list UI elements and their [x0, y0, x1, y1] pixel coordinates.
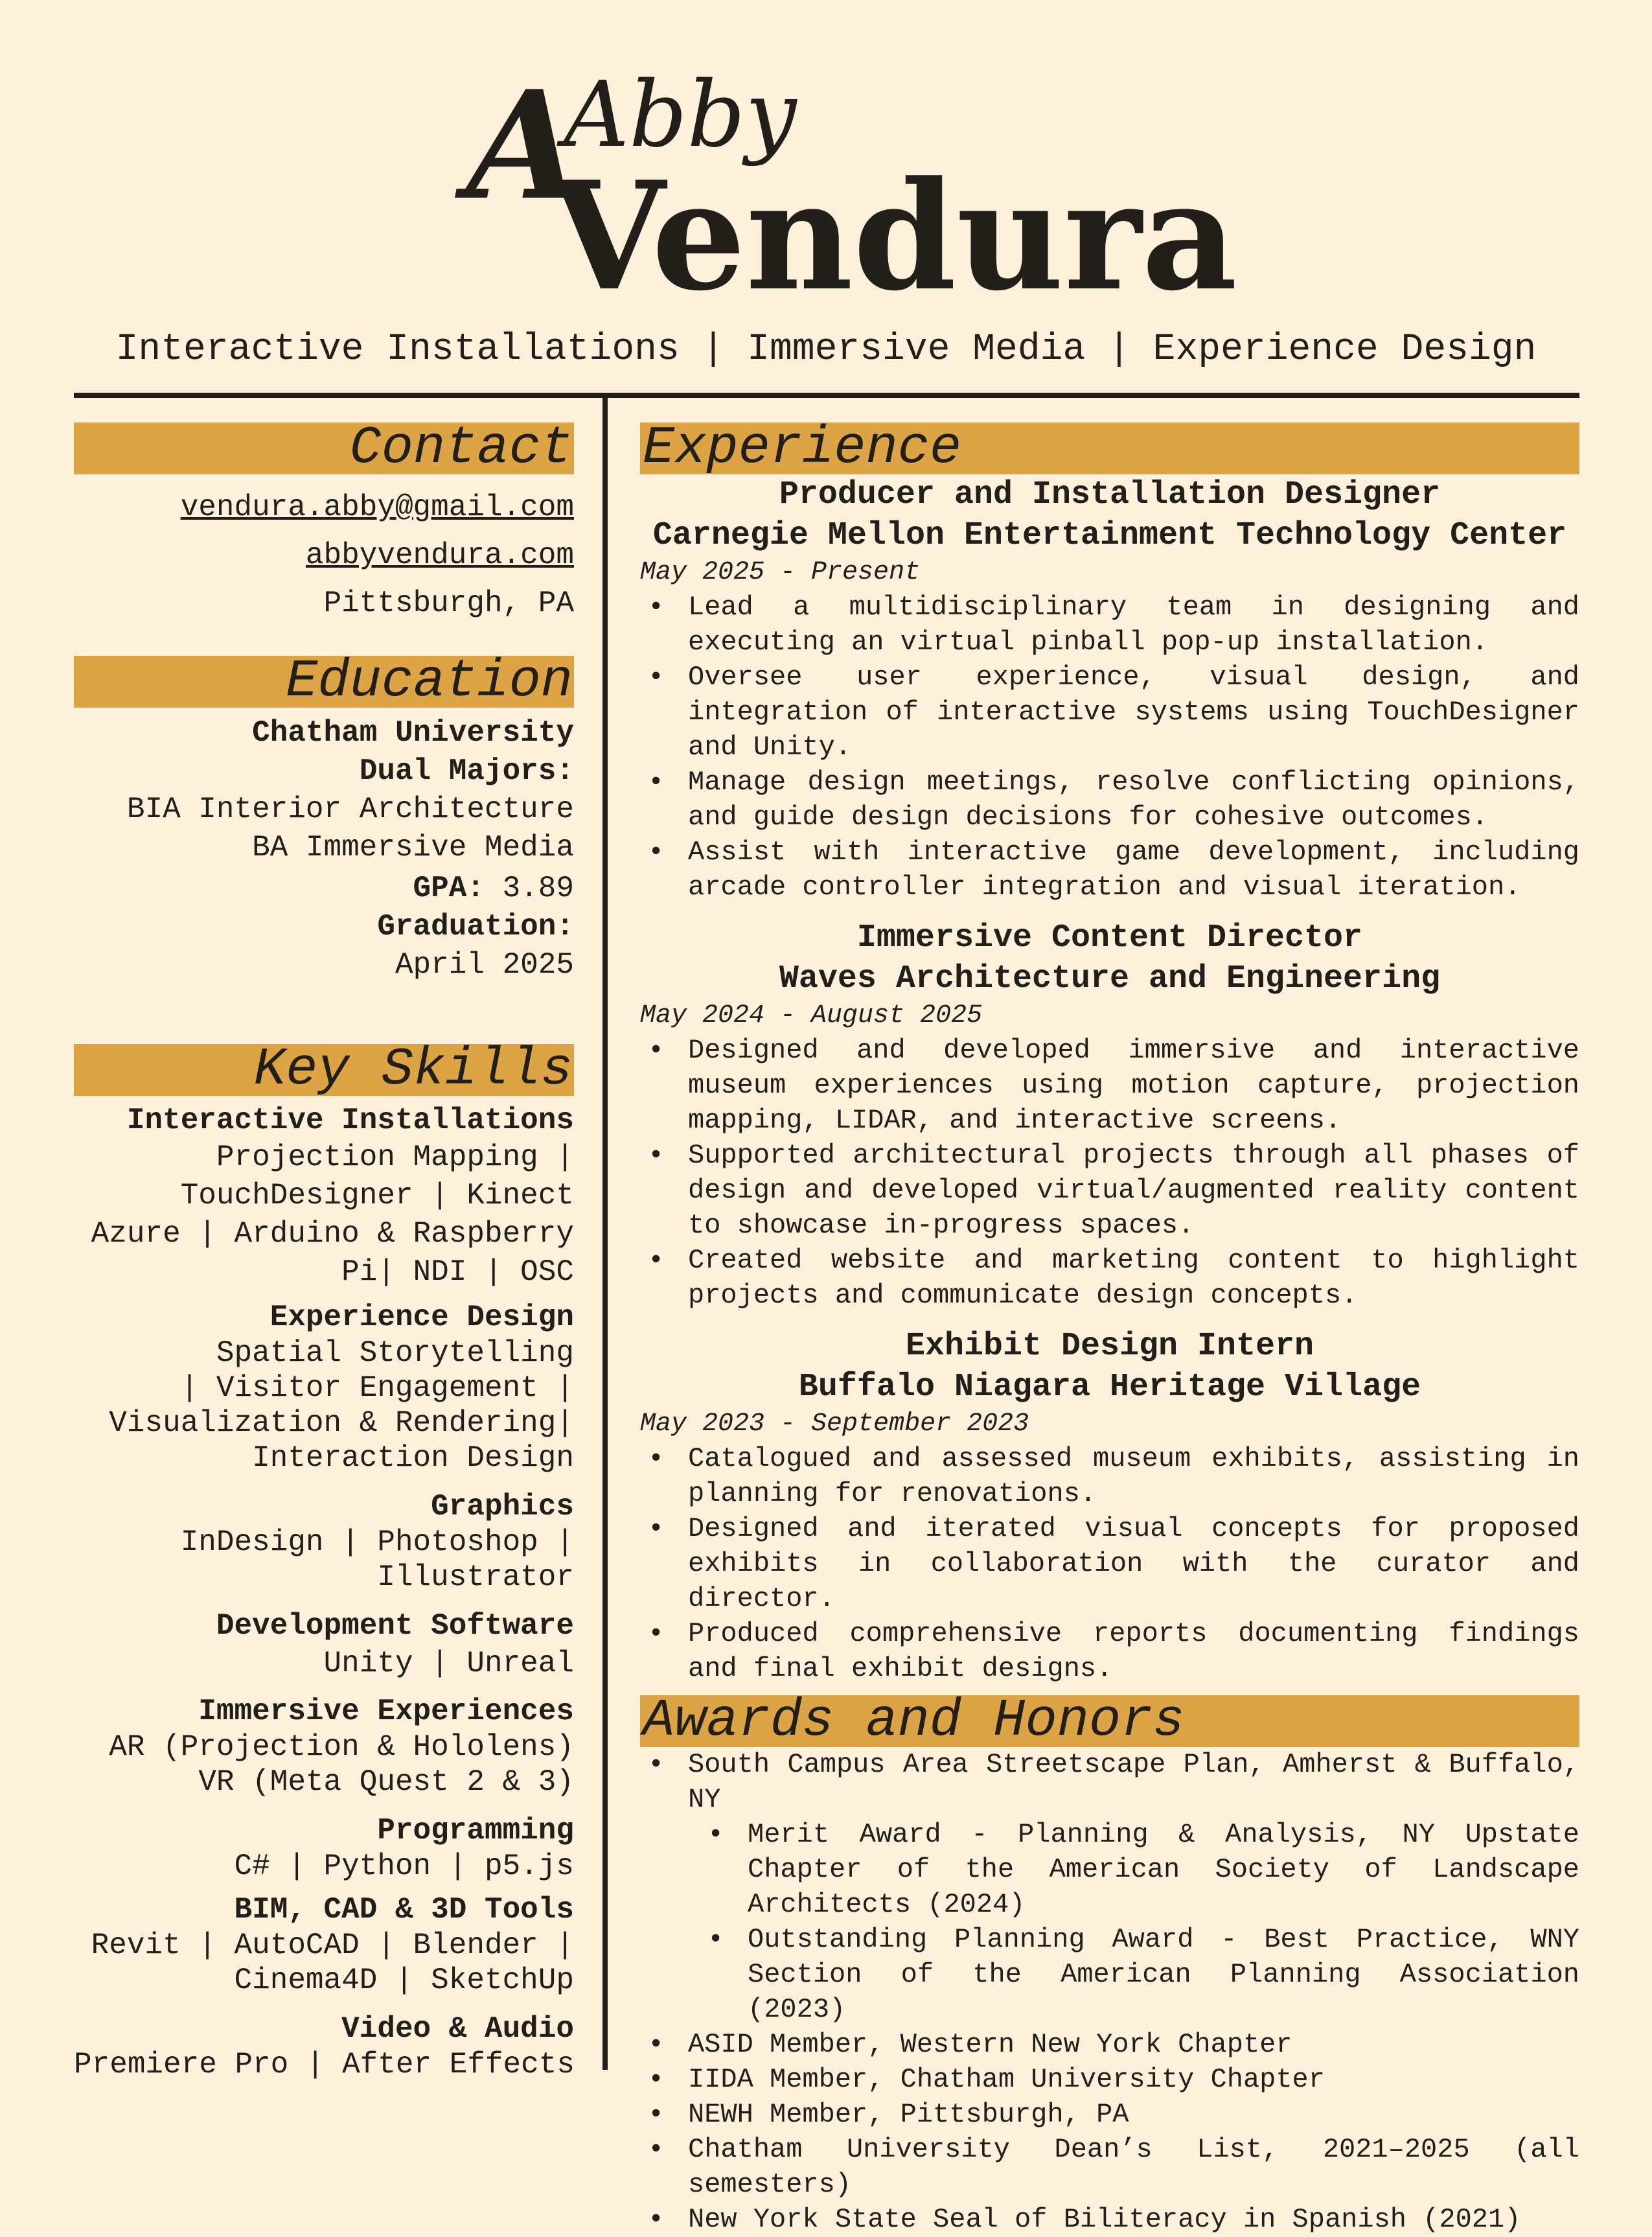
gpa-value: 3.89 [502, 872, 574, 905]
skills-heading: Key Skills [74, 1044, 574, 1096]
job-entry [640, 918, 1579, 1313]
job-dates: May 2025 - Present [640, 558, 921, 587]
awards-sublist [640, 1817, 1579, 2027]
job-title: Exhibit Design Intern [905, 1328, 1314, 1365]
skill-group-title: Immersive Experiences [198, 1695, 574, 1728]
bullet-item: • Produced comprehensive reports documenting findings and final exhibit designs. [640, 1616, 1579, 1686]
skill-group-title: Development Software [216, 1609, 574, 1643]
award-item: • IIDA Member, Chatham University Chapter [640, 2062, 1579, 2097]
skill-line: Interaction Design [252, 1441, 574, 1475]
skill-line: Projection Mapping | [216, 1141, 574, 1174]
job-organization: Buffalo Niagara Heritage Village [798, 1369, 1421, 1406]
right-column [640, 423, 1579, 2237]
majors-label: Dual Majors: [359, 754, 574, 788]
skill-line: VR (Meta Quest 2 & 3) [198, 1765, 574, 1799]
experience-heading: Experience [640, 423, 1579, 474]
name-logo [453, 65, 1263, 311]
skill-group [74, 1102, 574, 1292]
location: Pittsburgh, PA [323, 586, 574, 620]
job-title: Immersive Content Director [856, 920, 1363, 956]
skill-group [74, 1489, 574, 1595]
bullet-item: • Designed and iterated visual concepts for proposed exhibits in collaboration with the curator and director. [640, 1511, 1579, 1616]
bullet-item: • Supported architectural projects through all phases of design and developed virtual/augmented reality content to showcase in-progress spaces. [640, 1138, 1579, 1243]
education-section [74, 656, 574, 984]
name-logo-graphic [453, 65, 1263, 311]
skill-line: TouchDesigner | Kinect [180, 1179, 574, 1212]
skill-line: AR (Projection & Hololens) [109, 1730, 574, 1764]
skill-line: | Visitor Engagement | [180, 1371, 574, 1405]
contact-section [74, 423, 574, 627]
bullet-item: • Designed and developed immersive and interactive museum experiences using motion capture, projection mapping, LIDAR, and interactive screens. [640, 1033, 1579, 1138]
skill-group [74, 1813, 574, 1884]
job-bullets [640, 1033, 1579, 1313]
awards-list-continued [640, 2027, 1579, 2237]
column-divider [602, 398, 608, 2070]
bullet-item: • Assist with interactive game development, including arcade controller integration and visual iteration. [640, 835, 1579, 905]
job-bullets [640, 590, 1579, 905]
gpa-line [74, 870, 574, 908]
award-item: • Chatham University Dean’s List, 2021–2025 (all semesters) [640, 2132, 1579, 2202]
major-1: BIA Interior Architecture [126, 793, 574, 826]
website-link[interactable]: abbyvendura.com [305, 539, 574, 572]
bullet-item: • Lead a multidisciplinary team in designing and executing an virtual pinball pop-up installation. [640, 590, 1579, 660]
skill-line: Visualization & Rendering| [109, 1406, 574, 1440]
job-entry [640, 474, 1579, 905]
tagline: Interactive Installations | Immersive Media | Experience Design [115, 329, 1537, 371]
job-bullets [640, 1441, 1579, 1686]
gpa-label: GPA: [413, 872, 485, 905]
school-name: Chatham University [252, 716, 574, 750]
award-item: • South Campus Area Streetscape Plan, Amherst & Buffalo, NY [640, 1747, 1579, 1817]
name-initial-a: A [466, 65, 582, 233]
bullet-item: • Catalogued and assessed museum exhibits, assisting in planning for renovations. [640, 1441, 1579, 1511]
email-link[interactable]: vendura.abby@gmail.com [180, 491, 574, 524]
skill-group-title: Experience Design [270, 1301, 574, 1334]
education-heading: Education [74, 656, 574, 708]
bullet-item: • Manage design meetings, resolve conflicting opinions, and guide design decisions for cohesive outcomes. [640, 765, 1579, 835]
awards-section [640, 1695, 1579, 2237]
left-column [74, 423, 574, 2082]
skill-group [74, 1299, 574, 1476]
award-subitem: • Merit Award - Planning & Analysis, NY Upstate Chapter of the American Society of Landscape Architects (2024) [640, 1817, 1579, 1922]
skill-group-title: Programming [377, 1814, 574, 1848]
graduation-label: Graduation: [377, 910, 574, 944]
bullet-item: • Oversee user experience, visual design, and integration of interactive systems using TouchDesigner and Unity. [640, 660, 1579, 765]
skill-line: InDesign | Photoshop | [180, 1525, 574, 1559]
job-dates: May 2023 - September 2023 [640, 1409, 1029, 1439]
job-dates: May 2024 - August 2025 [640, 1001, 983, 1030]
skill-line: Spatial Storytelling [216, 1336, 574, 1370]
skill-group-title: Video & Audio [341, 2012, 574, 2046]
last-name: Vendura [549, 149, 1237, 311]
skill-line: Unity | Unreal [323, 1647, 574, 1680]
award-item: • ASID Member, Western New York Chapter [640, 2027, 1579, 2062]
skill-group-title: Interactive Installations [126, 1104, 574, 1137]
skill-line: Cinema4D | SketchUp [234, 1964, 574, 1997]
skill-line: Revit | AutoCAD | Blender | [91, 1929, 574, 1962]
skill-group-title: Graphics [431, 1490, 574, 1524]
skill-line: Azure | Arduino & Raspberry [91, 1217, 574, 1251]
award-item: • NEWH Member, Pittsburgh, PA [640, 2097, 1579, 2132]
job-organization: Carnegie Mellon Entertainment Technology Center [652, 517, 1567, 554]
contact-heading: Contact [74, 423, 574, 474]
awards-list [640, 1747, 1579, 1817]
skill-line: Pi| NDI | OSC [341, 1255, 574, 1289]
job-organization: Waves Architecture and Engineering [779, 960, 1441, 997]
skill-group [74, 2011, 574, 2082]
job-entry [640, 1326, 1579, 1686]
award-subitem: • Outstanding Planning Award - Best Practice, WNY Section of the American Planning Association (2023) [640, 1922, 1579, 2027]
skill-group [74, 1892, 574, 1998]
skills-section [74, 1044, 574, 2082]
skill-group-title: BIM, CAD & 3D Tools [234, 1893, 574, 1927]
skill-group [74, 1693, 574, 1800]
header-divider [74, 393, 1579, 398]
skill-group [74, 1608, 574, 1683]
graduation-value: April 2025 [395, 948, 574, 982]
experience-section [640, 423, 1579, 1686]
bullet-item: • Created website and marketing content to highlight projects and communicate design concepts. [640, 1243, 1579, 1313]
job-title: Producer and Installation Designer [779, 476, 1441, 513]
award-item: • New York State Seal of Biliteracy in Spanish (2021) [640, 2202, 1579, 2237]
first-name: Abby [564, 65, 797, 168]
skill-line: Premiere Pro | After Effects [74, 2048, 575, 2081]
skill-line: C# | Python | p5.js [234, 1849, 574, 1883]
major-2: BA Immersive Media [252, 831, 574, 864]
skill-line: Illustrator [377, 1560, 574, 1594]
awards-heading: Awards and Honors [640, 1695, 1579, 1747]
